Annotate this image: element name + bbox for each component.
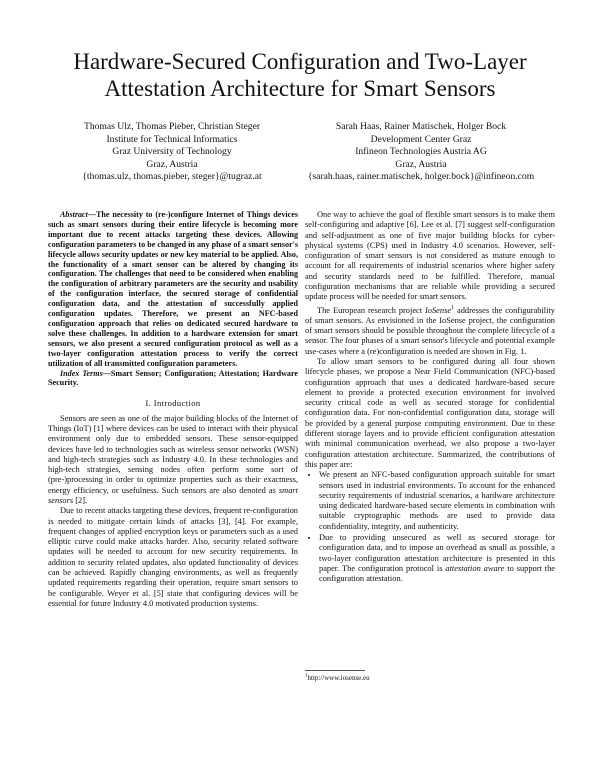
paragraph <box>48 414 298 507</box>
author-email: {thomas.ulz, thomas.pieber, steger}@tugraz.at <box>82 171 262 183</box>
author-institute: Development Center Graz <box>370 133 472 145</box>
list-item <box>319 533 555 584</box>
index-terms-label: Index Terms <box>60 368 103 378</box>
index-terms <box>48 369 298 389</box>
emphasis-text: attestation aware <box>445 563 505 573</box>
paragraph-text: [2]. <box>73 495 88 505</box>
abstract-text: —The necessity to (re-)configure Internet of Things devices such as smart sensors during their entire lifecycle is becoming more important due to recent attacks targeting these devices. Allowing configuration parameters to be changed in any phase of a smart sensor's lifecycle allows security updates or new key material to be applied. Also, the functionality of a smart sensor can be altered by changing its configuration. The challenges that need to be considered when enabling the configuration of arbitrary parameters are the security and usability of the configuration interface, the secured storage of confidential configuration data, and the attestation of successfully applied configuration updates. Therefore, we present an NFC-based configuration approach that relies on dedicated secured hardware to solve these challenges. In addition to a hardware extension for smart sensors, we also present a secured configuration protocol as well as a two-layer configuration attestation process to verify the correct utilization of all transmitted configuration parameters. <box>48 210 298 368</box>
paragraph: To allow smart sensors to be configured during all four shown lifecycle phases, we propose a Near Field Communication (NFC)-based configuration approach that uses a dedicated hardware-based secure element to provide a protected execution environment for involved security critical code as well as secured storage for confidential configuration data. For non-confidential configuration data, storage will be provided by a general purpose computing environment. Due to these different storage layers and to provide efficient configuration attestation with minimal communication overhead, we also propose a two-layer configuration attestation architecture. Summarized, the contributions of this paper are: <box>305 356 555 469</box>
paragraph: Due to recent attacks targeting these devices, frequent re-configuration is needed to mitigate certain kinds of attacks [3], [4]. For example, frequent changes of applied encryption keys or parameters such as a used elliptic curve could make attacks harder. Also, security related software updates will be needed to account for new security requirements. In addition to security related updates, also updated functionality of devices can be achieved. Rapidly changing environments, as well as frequently updated requirements regarding their operation, require smart sensors to be configurable. Weyer et al. [5] state that configuring devices will be essential for future Industry 4.0 motivated production systems. <box>48 506 298 608</box>
list-item-text: Due to providing unsecured as well as secured storage for configuration data, and to impose an overhead as small as possible, a two-layer configuration attestation architecture is presented in this paper. The configuration protocol is <box>319 533 555 573</box>
list-item: • We present an NFC-based configuration approach suitable for smart sensors used in industrial environments. To account for the enhanced security requirements of industrial scenarios, a hardware architecture using dedicated hardware-based secure elements in combination with suitable cryptographic methods are used to provide data confidentiality, integrity, and authenticity. <box>319 470 555 532</box>
author-institute: Institute for Technical Informatics <box>106 133 238 145</box>
abstract <box>48 210 298 369</box>
author-block-infineon <box>296 121 546 184</box>
paragraph: One way to achieve the goal of flexible smart sensors is to make them self-configuring and adaptive [6]. Lee et al. [7] suggest self-configuration and self-adjustment as one of five major building blocks for cyber-physical systems (CPS) used in Industry 4.0 scenarios. However, self-configuration of smart sensors is not considered as mature enough to account for all requirements of industrial scenarios where higher safety and security standards need to be fulfilled. Therefore, manual configuration mechanisms that are reliable while providing a secured update process will be needed for smart sensors. <box>305 210 555 302</box>
footnote <box>305 670 370 683</box>
footnote-text: http://www.iosense.eu <box>307 674 370 683</box>
author-location: Graz, Austria <box>395 158 447 170</box>
emphasis-text: smart sensors <box>48 485 298 505</box>
right-column <box>305 210 555 585</box>
list-item-text: to support the configuration attestation. <box>319 563 555 584</box>
footnote-marker: 1 <box>451 304 455 311</box>
author-university: Graz University of Technology <box>112 146 232 158</box>
author-names: Sarah Haas, Rainer Matischek, Holger Bock <box>335 121 507 132</box>
emphasis-text: IoSense <box>425 305 452 315</box>
author-location: Graz, Austria <box>146 158 198 170</box>
paragraph-text: Sensors are seen as one of the major building blocks of the Internet of Things (IoT) [1] where devices can be used to interact with their physical environment only due to embedded sensors. These sensor-equipped devices have led to technologies such as wireless sensor networks (WSN) and high-tech strategies such as Industry 4.0. In these technologies and high-tech strategies, sensing nodes often perform some sort of (pre-)processing in order to optimize properties such as their exactness, energy efficiency, or usefulness. Such sensors are also denoted as <box>48 413 298 495</box>
contribution-list <box>305 470 555 584</box>
author-block-tugraz <box>62 121 282 184</box>
paper-title: Hardware-Secured Configuration and Two-Layer Attestation Architecture for Smart Sensors <box>73 49 527 101</box>
abstract-label: Abstract <box>60 210 88 219</box>
author-company: Infineon Technologies Austria AG <box>355 146 487 158</box>
paragraph <box>305 303 555 357</box>
paragraph-text: The European research project <box>317 305 426 315</box>
paragraph-text: addresses the configurability of smart sensors. As envisioned in the IoSense project, the configuration of smart sensors should be possible throughout the complete lifecycle of a sensor. The four phases of a smart sensor's lifecycle and potential example use-cases where a (re)configuration is needed are shown in Fig. 1. <box>305 305 555 356</box>
footnote-number: 1 <box>305 674 308 679</box>
author-email: {sarah.haas, rainer.matischek, holger.bock}@infineon.com <box>307 171 535 183</box>
left-column <box>48 210 298 609</box>
index-terms-text: —Smart Sensor; Configuration; Attestation; Hardware Security. <box>48 368 299 388</box>
author-names: Thomas Ulz, Thomas Pieber, Christian Steger <box>83 121 261 132</box>
section-heading: I. Introduction <box>145 398 201 409</box>
